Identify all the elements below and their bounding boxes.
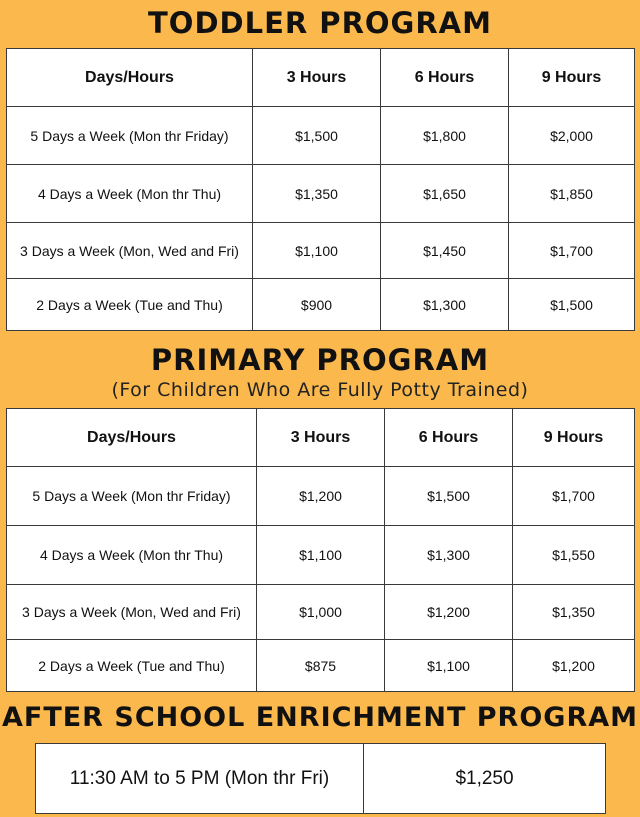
table-row [7, 279, 635, 331]
price-cell: $1,350 [513, 585, 635, 640]
header-6-hours: 6 Hours [381, 49, 509, 107]
schedule-cell: 3 Days a Week (Mon, Wed and Fri) [7, 585, 257, 640]
schedule-cell: 5 Days a Week (Mon thr Friday) [7, 107, 253, 165]
schedule-cell: 11:30 AM to 5 PM (Mon thr Fri) [36, 744, 364, 814]
primary-price-table [6, 408, 635, 692]
header-days-hours: Days/Hours [7, 409, 257, 467]
price-cell: $875 [257, 640, 385, 692]
table-row [7, 585, 635, 640]
price-cell: $1,800 [381, 107, 509, 165]
table-header-row [7, 409, 635, 467]
header-9-hours: 9 Hours [513, 409, 635, 467]
table-row [36, 744, 606, 814]
primary-program-title: PRIMARY PROGRAM [150, 343, 490, 377]
price-cell: $1,100 [253, 223, 381, 279]
header-3-hours: 3 Hours [253, 49, 381, 107]
table-header-row [7, 49, 635, 107]
schedule-cell: 2 Days a Week (Tue and Thu) [7, 279, 253, 331]
price-cell: $1,850 [509, 165, 635, 223]
table-row [7, 526, 635, 585]
schedule-cell: 5 Days a Week (Mon thr Friday) [7, 467, 257, 526]
price-cell: $1,100 [385, 640, 513, 692]
schedule-cell: 4 Days a Week (Mon thr Thu) [7, 165, 253, 223]
price-cell: $1,100 [257, 526, 385, 585]
schedule-cell: 2 Days a Week (Tue and Thu) [7, 640, 257, 692]
header-9-hours: 9 Hours [509, 49, 635, 107]
price-cell: $1,200 [385, 585, 513, 640]
price-cell: $1,700 [509, 223, 635, 279]
after-school-program-title: AFTER SCHOOL ENRICHMENT PROGRAM [1, 702, 639, 733]
toddler-program-title: TODDLER PROGRAM [148, 6, 492, 40]
table-row [7, 223, 635, 279]
price-cell: $1,650 [381, 165, 509, 223]
price-cell: $1,550 [513, 526, 635, 585]
price-cell: $1,500 [253, 107, 381, 165]
primary-program-subtitle: (For Children Who Are Fully Potty Trained) [111, 379, 529, 401]
price-cell: $900 [253, 279, 381, 331]
price-cell: $1,350 [253, 165, 381, 223]
price-cell: $1,250 [364, 744, 606, 814]
after-school-price-table [35, 743, 606, 814]
price-cell: $1,450 [381, 223, 509, 279]
schedule-cell: 3 Days a Week (Mon, Wed and Fri) [7, 223, 253, 279]
price-cell: $1,200 [257, 467, 385, 526]
price-cell: $1,700 [513, 467, 635, 526]
price-cell: $1,300 [385, 526, 513, 585]
schedule-cell: 4 Days a Week (Mon thr Thu) [7, 526, 257, 585]
price-cell: $1,300 [381, 279, 509, 331]
price-cell: $2,000 [509, 107, 635, 165]
toddler-price-table [6, 48, 635, 331]
header-days-hours: Days/Hours [7, 49, 253, 107]
price-cell: $1,500 [385, 467, 513, 526]
table-row [7, 467, 635, 526]
price-cell: $1,000 [257, 585, 385, 640]
table-row [7, 107, 635, 165]
header-6-hours: 6 Hours [385, 409, 513, 467]
price-cell: $1,500 [509, 279, 635, 331]
price-cell: $1,200 [513, 640, 635, 692]
table-row [7, 165, 635, 223]
table-row [7, 640, 635, 692]
header-3-hours: 3 Hours [257, 409, 385, 467]
